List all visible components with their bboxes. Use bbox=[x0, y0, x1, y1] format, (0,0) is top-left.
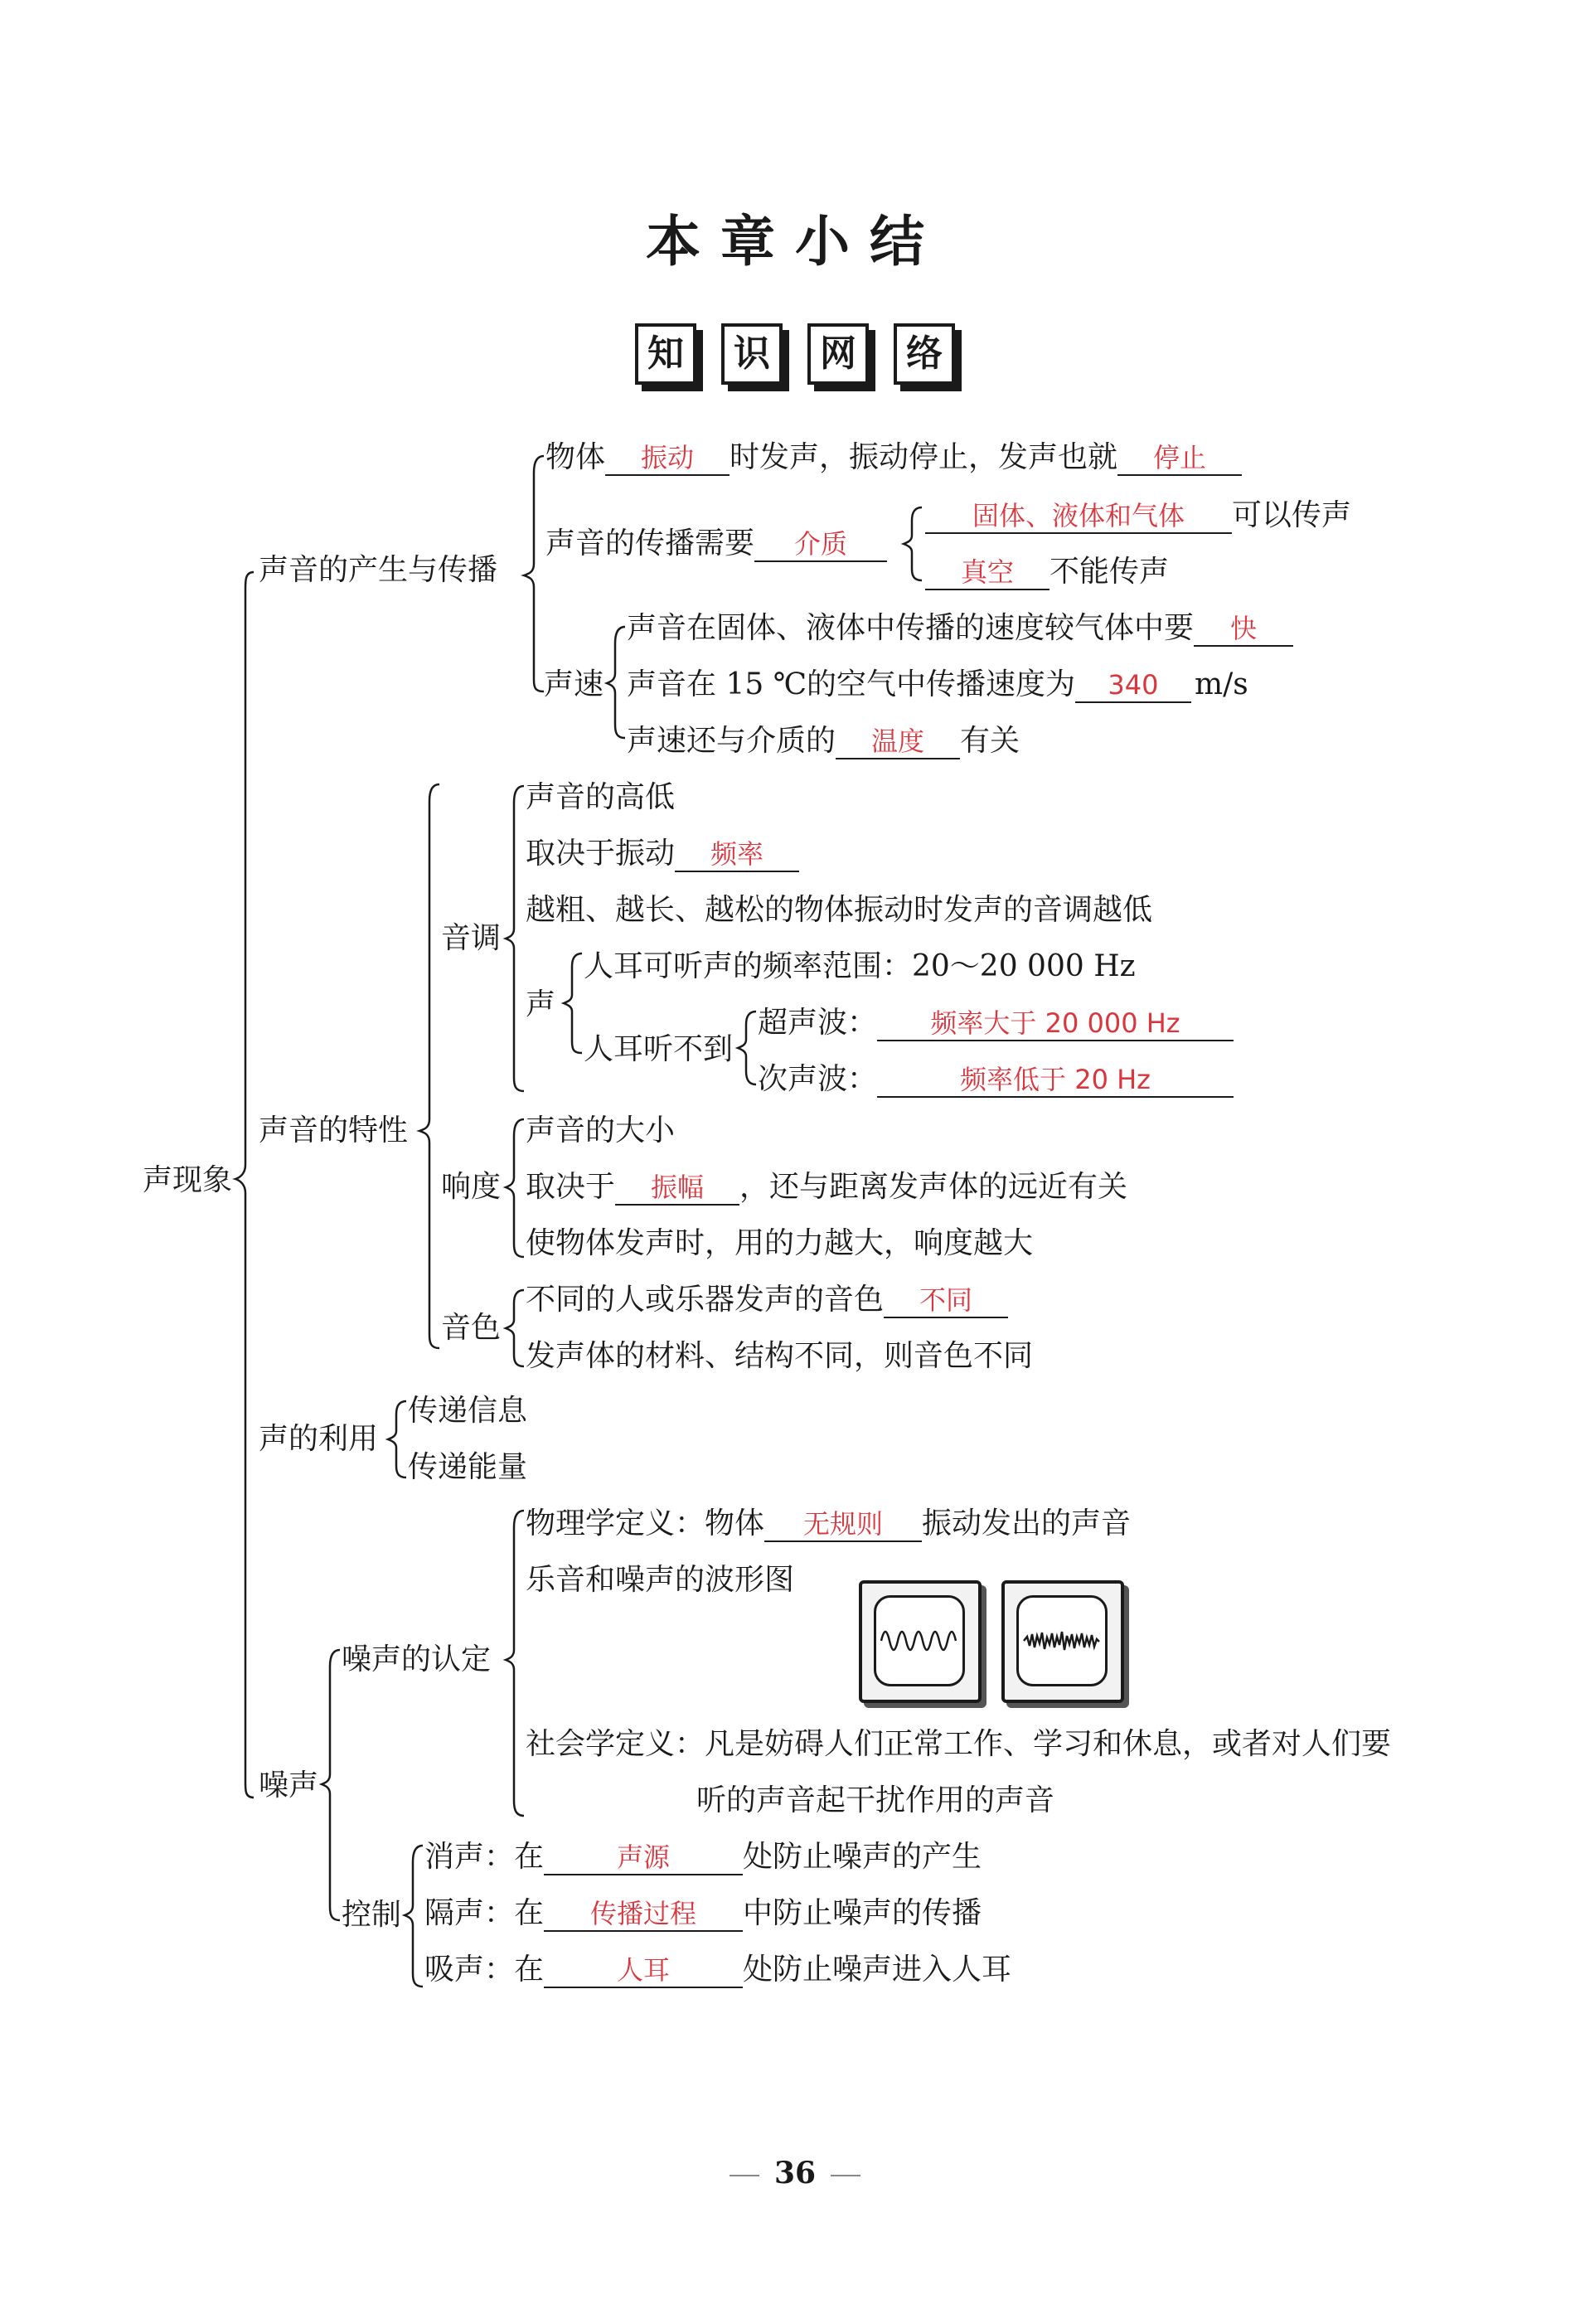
text: 物体 bbox=[545, 440, 606, 474]
speed-row1 bbox=[627, 610, 1293, 647]
answer-blank: 固体、液体和气体 bbox=[925, 499, 1232, 534]
noise-wave-icon bbox=[1019, 1598, 1105, 1684]
loud-row2 bbox=[526, 1169, 1127, 1206]
answer-blank: 振动 bbox=[605, 441, 730, 476]
loudness-label: 响度 bbox=[441, 1170, 502, 1204]
noise-waveform-icon bbox=[1001, 1580, 1124, 1703]
answer-blank: 振幅 bbox=[615, 1171, 739, 1206]
answer-blank: 无规则 bbox=[764, 1507, 922, 1542]
loud-row1: 声音的大小 bbox=[526, 1113, 676, 1147]
control-row3 bbox=[424, 1952, 1011, 1988]
pitch-label: 音调 bbox=[441, 921, 502, 955]
text: 次声波： bbox=[758, 1062, 878, 1096]
waveform-caption: 乐音和噪声的波形图 bbox=[526, 1563, 795, 1597]
sound-label: 声 bbox=[526, 987, 556, 1021]
timbre-row2: 发声体的材料、结构不同，则音色不同 bbox=[526, 1339, 1034, 1373]
text: 隔声：在 bbox=[424, 1896, 545, 1930]
s1-label: 声音的产生与传播 bbox=[259, 553, 498, 587]
subtitle-char: 网 bbox=[807, 323, 869, 385]
text: 振动发出的声音 bbox=[922, 1506, 1132, 1540]
s2-label: 声音的特性 bbox=[259, 1113, 409, 1147]
answer-blank: 不同 bbox=[884, 1283, 1008, 1318]
music-waveform-icon bbox=[859, 1580, 982, 1703]
text: 声速还与介质的 bbox=[627, 724, 836, 758]
noise-control-label: 控制 bbox=[342, 1898, 402, 1932]
text: 时发声，振动停止，发声也就 bbox=[730, 440, 1118, 474]
speed-row3 bbox=[627, 723, 1020, 759]
text: 中防止噪声的传播 bbox=[743, 1896, 982, 1930]
answer-blank: 介质 bbox=[754, 527, 887, 562]
def2-row2: 听的声音起干扰作用的声音 bbox=[696, 1783, 1055, 1817]
pitch-row4: 人耳可听声的频率范围：20～20 000 Hz bbox=[584, 949, 1136, 983]
s1-row2 bbox=[545, 526, 887, 562]
noise-recog-label: 噪声的认定 bbox=[342, 1642, 492, 1676]
dash bbox=[831, 2175, 860, 2176]
speed-row2 bbox=[627, 667, 1248, 703]
def2-row1: 社会学定义：凡是妨碍人们正常工作、学习和休息，或者对人们要 bbox=[526, 1727, 1392, 1761]
text: ，还与距离发声体的远近有关 bbox=[739, 1170, 1128, 1204]
dash bbox=[730, 2175, 759, 2176]
sine-wave-icon bbox=[876, 1598, 962, 1684]
root-label: 声现象 bbox=[143, 1163, 233, 1197]
page-number bbox=[0, 2156, 1590, 2191]
text: m/s bbox=[1194, 667, 1248, 701]
text: 处防止噪声进入人耳 bbox=[743, 1953, 1012, 1987]
text: 取决于 bbox=[526, 1170, 616, 1204]
text: 声音在 15 ℃的空气中传播速度为 bbox=[627, 667, 1075, 701]
answer-blank: 频率低于 20 Hz bbox=[877, 1063, 1234, 1098]
pitch-row2 bbox=[526, 836, 799, 872]
answer-blank: 传播过程 bbox=[544, 1897, 743, 1932]
answer-blank: 停止 bbox=[1117, 441, 1242, 476]
text: 不同的人或乐器发声的音色 bbox=[526, 1283, 885, 1317]
answer-blank: 声源 bbox=[544, 1841, 743, 1875]
text: 可以传声 bbox=[1232, 498, 1352, 532]
text: 取决于振动 bbox=[526, 837, 676, 871]
music-waveform-screen bbox=[874, 1595, 965, 1686]
s3-row1: 传递信息 bbox=[408, 1394, 528, 1428]
answer-blank: 频率大于 20 000 Hz bbox=[877, 1007, 1234, 1041]
unheard-label: 人耳听不到 bbox=[584, 1032, 734, 1066]
answer-blank: 真空 bbox=[925, 556, 1049, 590]
text: 声音在固体、液体中传播的速度较气体中要 bbox=[627, 611, 1195, 645]
text: 有关 bbox=[960, 724, 1020, 758]
text: 吸声：在 bbox=[424, 1953, 545, 1987]
speed-label: 声速 bbox=[544, 667, 604, 701]
s1-row2a bbox=[925, 497, 1351, 534]
page-number-text: 36 bbox=[773, 2156, 817, 2191]
control-row2 bbox=[424, 1895, 982, 1932]
answer-blank: 人耳 bbox=[544, 1953, 743, 1988]
s3-label: 声的利用 bbox=[259, 1422, 379, 1456]
s4-label: 噪声 bbox=[259, 1768, 319, 1802]
timbre-row1 bbox=[526, 1282, 1008, 1318]
subtitle-char: 识 bbox=[721, 323, 783, 385]
text: 处防止噪声的产生 bbox=[743, 1840, 982, 1874]
timbre-label: 音色 bbox=[441, 1311, 502, 1345]
s1-row1 bbox=[545, 439, 1242, 476]
noise-waveform-screen bbox=[1016, 1595, 1108, 1686]
ultrasound-row bbox=[758, 1005, 1234, 1041]
answer-blank: 340 bbox=[1075, 668, 1191, 703]
def1-row bbox=[526, 1506, 1131, 1542]
pitch-row1: 声音的高低 bbox=[526, 780, 676, 814]
loud-row3: 使物体发声时，用的力越大，响度越大 bbox=[526, 1226, 1034, 1260]
infrasound-row bbox=[758, 1061, 1234, 1098]
text: 不能传声 bbox=[1049, 555, 1170, 589]
answer-blank: 频率 bbox=[675, 837, 799, 872]
text: 消声：在 bbox=[424, 1840, 545, 1874]
text: 物理学定义：物体 bbox=[526, 1506, 765, 1540]
text: 声音的传播需要 bbox=[545, 526, 755, 560]
pitch-row3: 越粗、越长、越松的物体振动时发声的音调越低 bbox=[526, 893, 1153, 927]
subtitle-char: 知 bbox=[635, 323, 696, 385]
answer-blank: 温度 bbox=[836, 725, 960, 759]
control-row1 bbox=[424, 1839, 982, 1875]
answer-blank: 快 bbox=[1194, 612, 1293, 647]
text: 超声波： bbox=[758, 1006, 878, 1040]
s3-row2: 传递能量 bbox=[408, 1450, 528, 1484]
s1-row2b bbox=[925, 554, 1169, 590]
subtitle-char: 络 bbox=[894, 323, 955, 385]
page-title: 本章小结 bbox=[646, 209, 944, 274]
